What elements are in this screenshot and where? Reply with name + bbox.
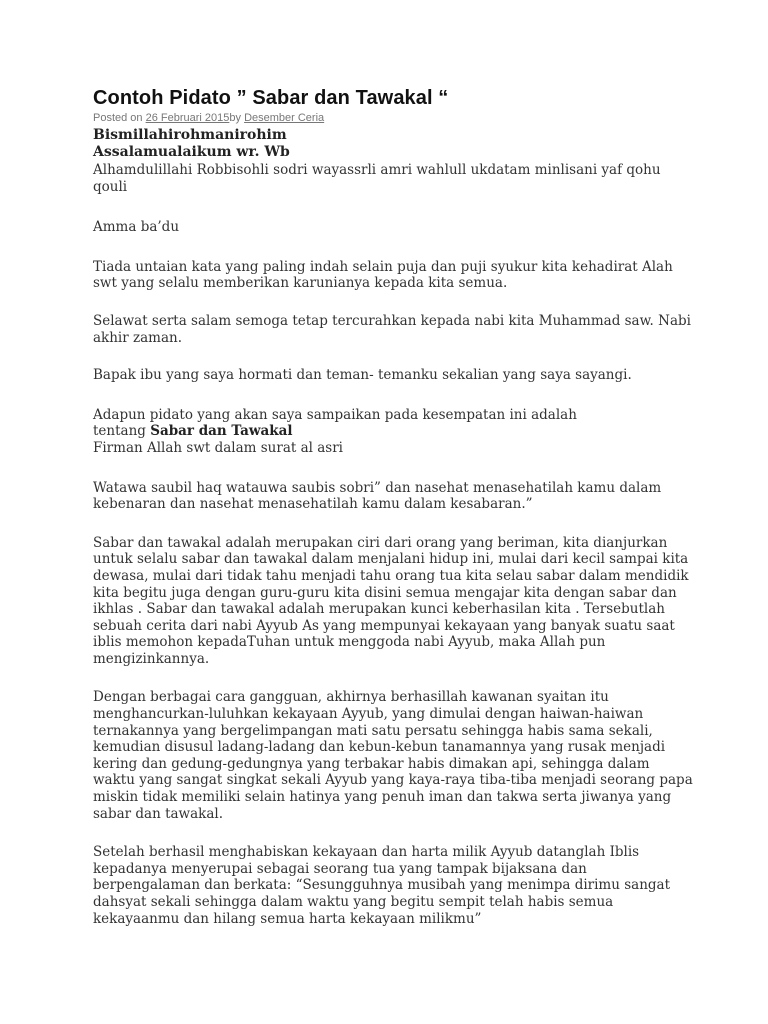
paragraph-sapaan: Bapak ibu yang saya hormati dan teman- temanku sekalian yang saya sayangi. (93, 367, 632, 384)
greeting-bismillah: Bismillahirohmanirohim (93, 127, 287, 143)
paragraph-sabar-tawakal: Sabar dan tawakal adalah merupakan ciri dari orang yang beriman, kita dianjurkan untuk selalu sabar dan tawakal dalam menjalani hidup ini, mulai dari kecil sampai kita dewasa, mulai dari tidak tahu menjadi tahu orang tua kita selau sabar dalam mendidik kita begitu juga dengan guru-guru kita disini semua mengajar kita dengan sabar dan ikhlas . Sabar dan tawakal adalah merupakan kunci keberhasilan kita . Tersebutlah sebuah cerita dari nabi Ayyub As yang mempunyai kekayaan yang banyak suatu saat iblis memohon kepadaTuhan untuk menggoda nabi Ayyub, maka Allah pun mengizinkannya. (93, 534, 689, 667)
topic-firman: Firman Allah swt dalam surat al asri (93, 439, 343, 456)
post-date-link[interactable]: 26 Februari 2015 (145, 112, 230, 124)
paragraph-iblis: Setelah berhasil menghabiskan kekayaan dan harta milik Ayyub datanglah Iblis kepadanya menyerupai sebagai seorang tua yang tampak bijaksana dan berpengalaman dan berkata: “Sesungguhnya musibah yang menimpa dirimu sangat dahsyat sekali sehingga dalam waktu yang begitu sempit telah habis semua kekayaanmu dan hilang semua harta kekayaan milikmu” (93, 844, 671, 927)
paragraph-opening: Alhamdulillahi Robbisohli sodri wayassrli amri wahlull ukdatam minlisani yaf qohu qouli (93, 162, 661, 195)
topic-title: Sabar dan Tawakal (150, 423, 293, 440)
paragraph-amma: Amma ba’du (93, 219, 180, 236)
article-title: Contoh Pidato ” Sabar dan Tawakal “ (93, 87, 449, 109)
by-label: by (229, 112, 245, 124)
paragraph-topic (93, 407, 693, 457)
paragraph-gangguan: Dengan berbagai cara gangguan, akhirnya berhasillah kawanan syaitan itu menghancurkan-luluhkan kekayaan Ayyub, yang dimulai dengan haiwan-haiwan ternakannya yang bergelimpangan mati satu persatu sehingga habis sama sekali, kemudian disusul ladang-ladang dan kebun-kebun tanamannya yang rusak menjadi kering dan gedung-gedungnya yang terbakar habis dimakan api, sehingga dalam waktu yang sangat singkat sekali Ayyub yang kaya-raya tiba-tiba menjadi seorang papa miskin tidak memiliki selain hatinya yang penuh iman dan takwa serta jiwanya yang sabar dan tawakal. (93, 689, 693, 822)
paragraph-puji: Tiada untaian kata yang paling indah selain puja dan puji syukur kita kehadirat Alah swt yang selalu memberikan karunianya kepada kita semua. (93, 258, 673, 292)
topic-intro: Adapun pidato yang akan saya sampaikan pada kesempatan ini adalah (93, 406, 577, 423)
post-meta (93, 111, 693, 125)
paragraph-watawa: Watawa saubil haq watauwa saubis sobri” dan nasehat menasehatilah kamu dalam kebenaran dan nasehat menasehatilah kamu dalam kesabaran.” (93, 479, 662, 513)
topic-line (93, 423, 693, 440)
article (93, 86, 693, 927)
greeting-salam: Assalamualaikum wr. Wb (93, 144, 290, 160)
topic-tentang: tentang (93, 423, 151, 440)
author-link[interactable]: Desember Ceria (244, 112, 325, 124)
paragraph-selawat: Selawat serta salam semoga tetap tercurahkan kepada nabi kita Muhammad saw. Nabi akhir zaman. (93, 312, 691, 346)
posted-on-label: Posted on (93, 112, 146, 124)
